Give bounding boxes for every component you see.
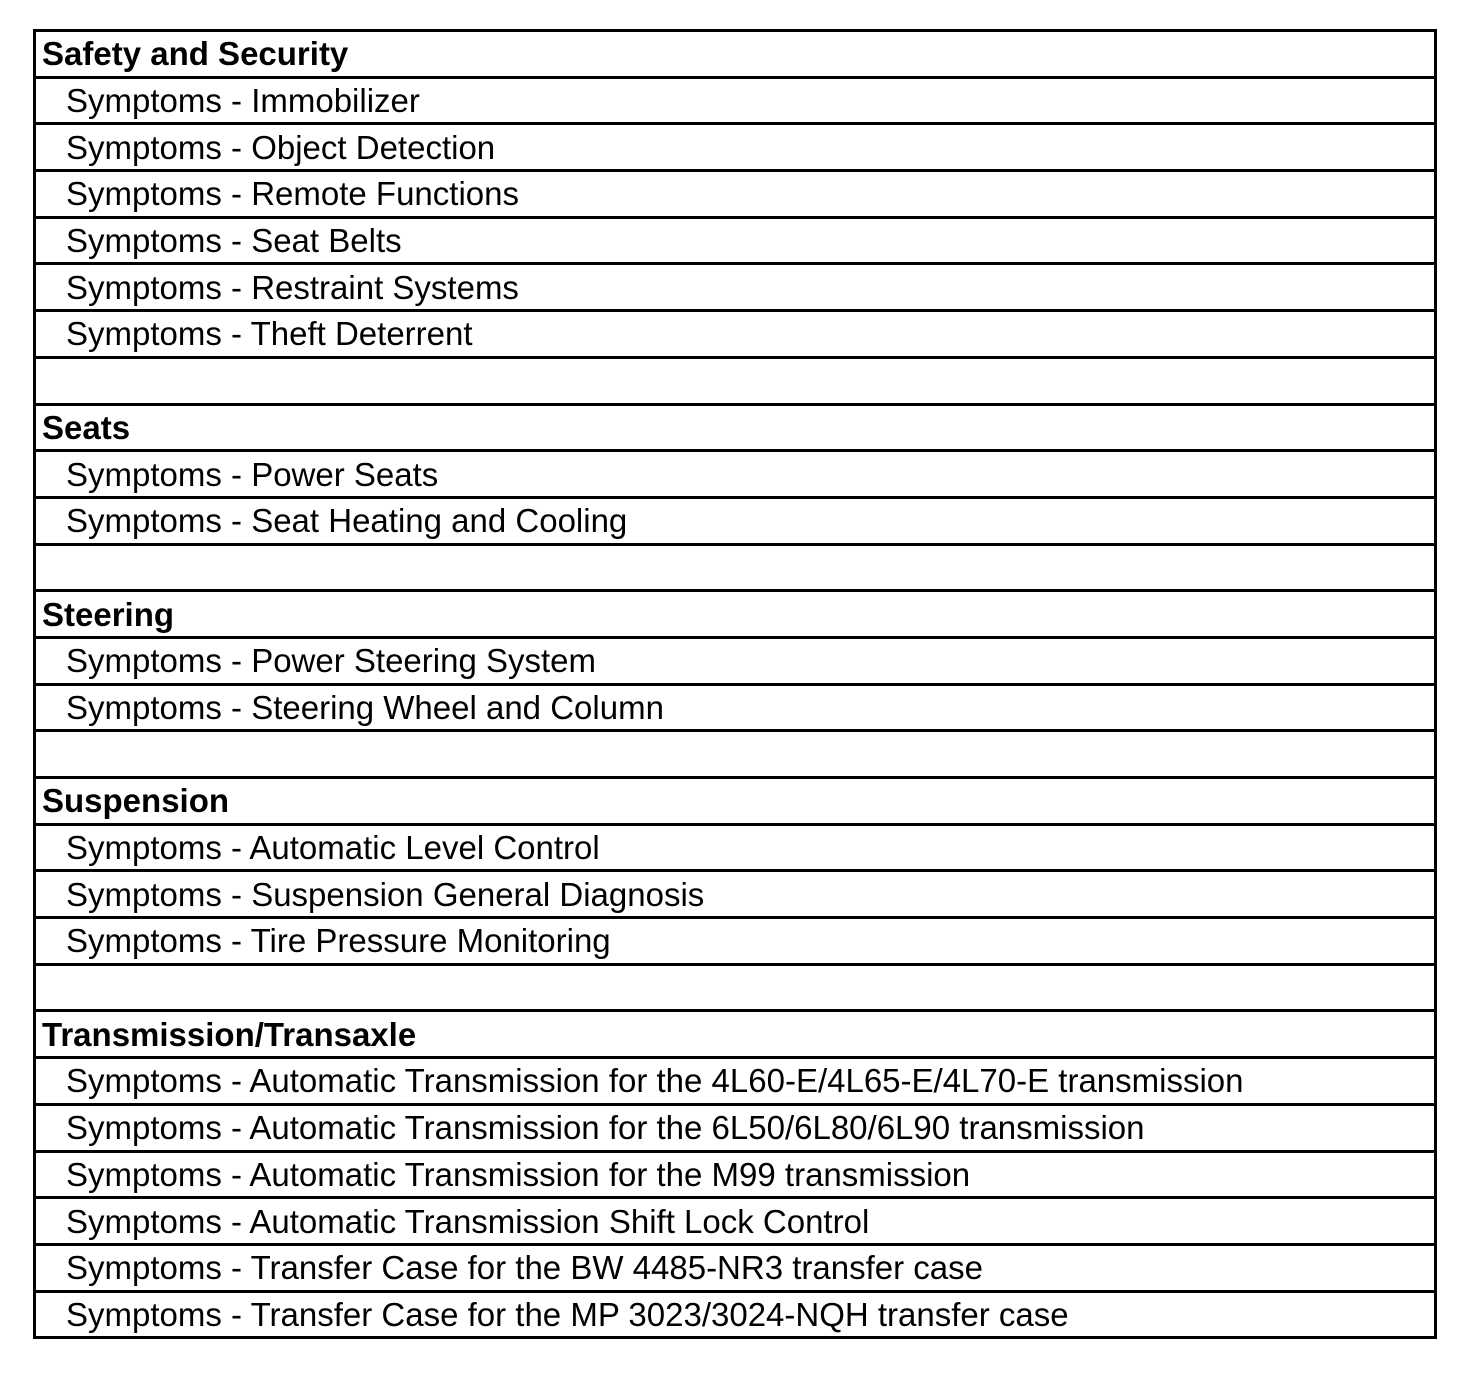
section-heading: Seats — [36, 403, 1434, 450]
symptom-link-object-detection[interactable]: Symptoms - Object Detection — [36, 122, 1434, 169]
symptom-link-seat-belts[interactable]: Symptoms - Seat Belts — [36, 216, 1434, 263]
symptom-link-4l60e-transmission[interactable]: Symptoms - Automatic Transmission for the 4L60-E/4L65-E/4L70-E transmission — [36, 1056, 1434, 1103]
symptom-link-suspension-general[interactable]: Symptoms - Suspension General Diagnosis — [36, 869, 1434, 916]
symptoms-index-table — [33, 29, 1437, 1339]
symptom-link-immobilizer[interactable]: Symptoms - Immobilizer — [36, 76, 1434, 123]
symptom-link-seat-heating-cooling[interactable]: Symptoms - Seat Heating and Cooling — [36, 496, 1434, 543]
symptom-link-remote-functions[interactable]: Symptoms - Remote Functions — [36, 169, 1434, 216]
symptom-link-tire-pressure[interactable]: Symptoms - Tire Pressure Monitoring — [36, 916, 1434, 963]
symptom-link-shift-lock-control[interactable]: Symptoms - Automatic Transmission Shift Lock Control — [36, 1196, 1434, 1243]
section-heading: Suspension — [36, 776, 1434, 823]
symptom-link-restraint-systems[interactable]: Symptoms - Restraint Systems — [36, 262, 1434, 309]
symptom-link-power-steering[interactable]: Symptoms - Power Steering System — [36, 636, 1434, 683]
spacer-row — [36, 356, 1434, 403]
symptom-link-6l50-transmission[interactable]: Symptoms - Automatic Transmission for the 6L50/6L80/6L90 transmission — [36, 1103, 1434, 1150]
spacer-row — [36, 963, 1434, 1010]
symptom-link-m99-transmission[interactable]: Symptoms - Automatic Transmission for the M99 transmission — [36, 1150, 1434, 1197]
section-heading: Safety and Security — [42, 35, 349, 73]
symptom-link-power-seats[interactable]: Symptoms - Power Seats — [36, 449, 1434, 496]
spacer-row — [36, 729, 1434, 776]
symptom-link-bw-4485-transfer-case[interactable]: Symptoms - Transfer Case for the BW 4485-NR3 transfer case — [36, 1243, 1434, 1290]
symptom-link-mp-3023-transfer-case[interactable]: Symptoms - Transfer Case for the MP 3023/3024-NQH transfer case — [36, 1290, 1434, 1337]
symptom-link-steering-wheel-column[interactable]: Symptoms - Steering Wheel and Column — [36, 683, 1434, 730]
symptom-link-automatic-level-control[interactable]: Symptoms - Automatic Level Control — [36, 823, 1434, 870]
spacer-row — [36, 543, 1434, 590]
symptom-link-theft-deterrent[interactable]: Symptoms - Theft Deterrent — [36, 309, 1434, 356]
section-heading: Transmission/Transaxle — [36, 1009, 1434, 1056]
section-heading: Steering — [36, 589, 1434, 636]
